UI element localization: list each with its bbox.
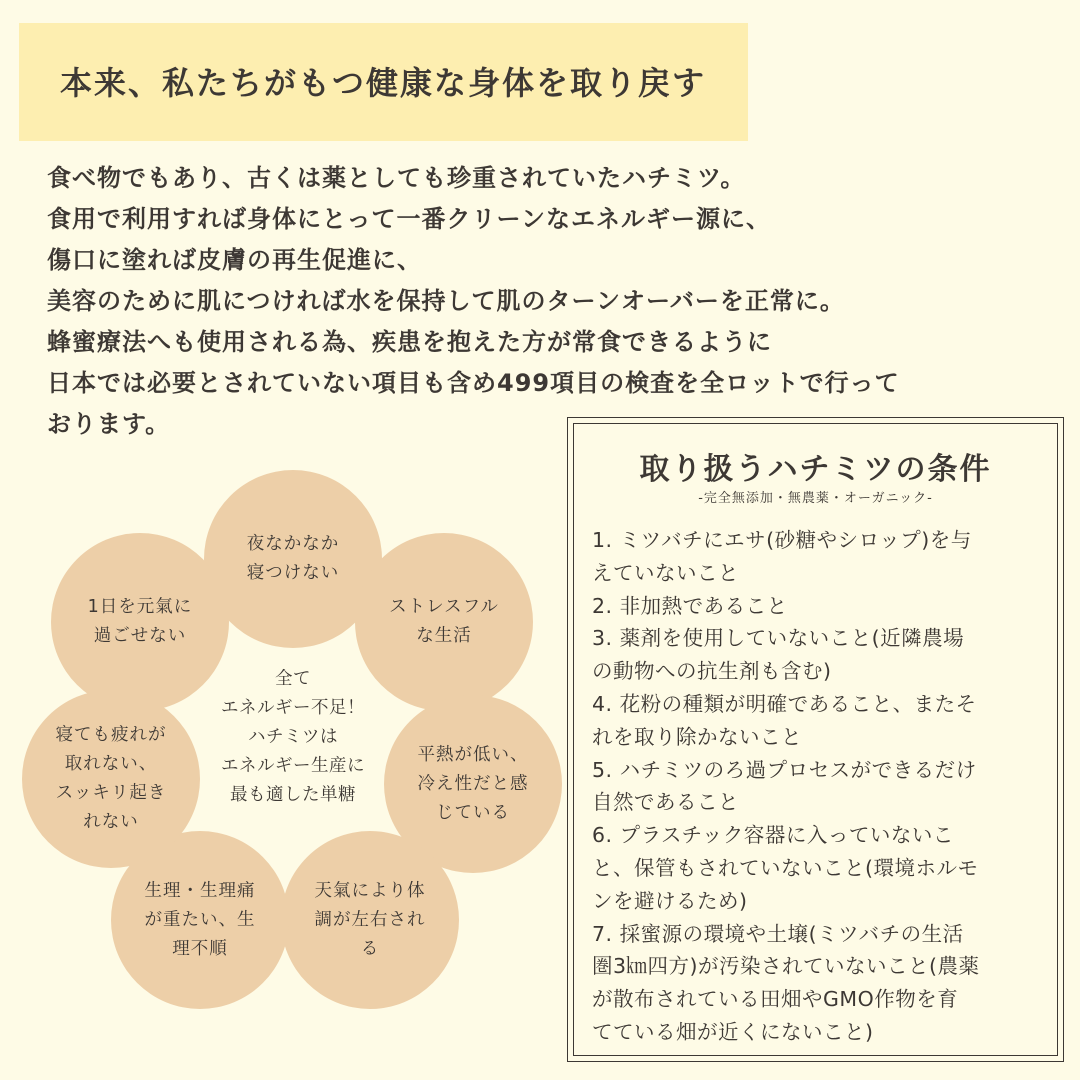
petal-line: 天氣により体 bbox=[314, 880, 426, 901]
condition-line: 5. ハチミツのろ過プロセスができるだけ bbox=[592, 757, 977, 782]
petal-line: な生活 bbox=[416, 626, 472, 646]
center-line: エネルギー不足！ bbox=[221, 698, 365, 718]
conditions-box bbox=[567, 417, 1064, 1062]
petal-line: が重たい、生 bbox=[144, 909, 256, 930]
petal-line: ストレスフル bbox=[389, 597, 499, 617]
center-line: 全て bbox=[275, 669, 311, 689]
intro-line: 食用で利用すれば身体にとって一番クリーンなエネルギー源に、 bbox=[47, 205, 772, 233]
petal-line: 寝つけない bbox=[246, 563, 340, 583]
petal-line: 過ごせない bbox=[93, 626, 187, 646]
petal-fatigue bbox=[22, 690, 200, 868]
condition-line: 6. プラスチック容器に入っていないこ bbox=[592, 823, 954, 848]
petal-line: れない bbox=[83, 812, 139, 832]
intro-line: 日本では必要とされていない項目も含め499項目の検査を全ロットで行って bbox=[47, 369, 900, 397]
conditions-list bbox=[592, 524, 1047, 1049]
condition-line: ンを避けるため) bbox=[592, 888, 748, 913]
center-line: 最も適した単糖 bbox=[230, 785, 356, 805]
condition-line: れを取り除かないこと bbox=[592, 724, 802, 749]
page-title: 本来、私たちがもつ健康な身体を取り戻す bbox=[60, 64, 707, 102]
condition-line: の動物への抗生剤も含む) bbox=[592, 659, 832, 684]
intro-line: 食べ物でもあり、古くは薬としても珍重されていたハチミツ。 bbox=[47, 164, 746, 192]
condition-line: 2. 非加熱であること bbox=[592, 593, 788, 618]
conditions-title: 取り扱うハチミツの条件 bbox=[639, 452, 992, 487]
condition-line: と、保管もされていないこと(環境ホルモ bbox=[592, 855, 979, 880]
petal-line: スッキリ起き bbox=[55, 783, 167, 803]
petal-weather bbox=[281, 831, 459, 1009]
petal-line: 生理・生理痛 bbox=[144, 880, 256, 901]
petal-line: る bbox=[360, 938, 380, 959]
condition-line: 3. 薬剤を使用していないこと(近隣農場 bbox=[592, 626, 965, 651]
condition-line: 4. 花粉の種類が明確であること、またそ bbox=[592, 691, 977, 716]
flower-center-text bbox=[193, 665, 393, 810]
petal-line: 取れない、 bbox=[64, 754, 158, 774]
condition-line: 1. ミツバチにエサ(砂糖やシロップ)を与 bbox=[592, 528, 972, 552]
petal-line: 理不順 bbox=[172, 938, 228, 959]
conditions-subtitle: -完全無添加・無農薬・オーガニック- bbox=[698, 491, 933, 506]
center-line: ハチミツは bbox=[248, 727, 338, 747]
condition-line: 圏3㎞四方)が汚染されていないこと(農薬 bbox=[592, 954, 980, 979]
condition-line: 7. 採蜜源の環境や土壌(ミツバチの生活 bbox=[592, 921, 964, 946]
condition-line: 自然であること bbox=[592, 790, 739, 815]
intro-line: 蜂蜜療法へも使用される為、疾患を抱えた方が常食できるように bbox=[47, 328, 772, 356]
conditions-box-inner-border bbox=[573, 423, 1058, 1056]
petal-line: 夜なかなか bbox=[246, 534, 340, 554]
center-line: エネルギー生産に bbox=[221, 756, 365, 776]
condition-line: えていないこと bbox=[592, 560, 739, 585]
petal-line: 1日を元氣に bbox=[87, 597, 193, 617]
petal-line: 調が左右され bbox=[314, 909, 426, 930]
condition-line: が散布されている田畑やGMO作物を育 bbox=[592, 987, 959, 1012]
petal-line: 冷え性だと感 bbox=[417, 773, 529, 794]
intro-line: 美容のために肌につければ水を保持して肌のターンオーバーを正常に。 bbox=[47, 287, 845, 315]
petal-line: 寝ても疲れが bbox=[55, 725, 167, 745]
intro-line: おります。 bbox=[47, 410, 171, 438]
petal-line: じている bbox=[436, 802, 510, 823]
petal-line: 平熱が低い、 bbox=[417, 744, 529, 765]
intro-text bbox=[47, 158, 1057, 445]
intro-line: 傷口に塗れば皮膚の再生促進に、 bbox=[47, 246, 422, 274]
condition-line: てている畑が近くにないこと) bbox=[592, 1019, 874, 1044]
